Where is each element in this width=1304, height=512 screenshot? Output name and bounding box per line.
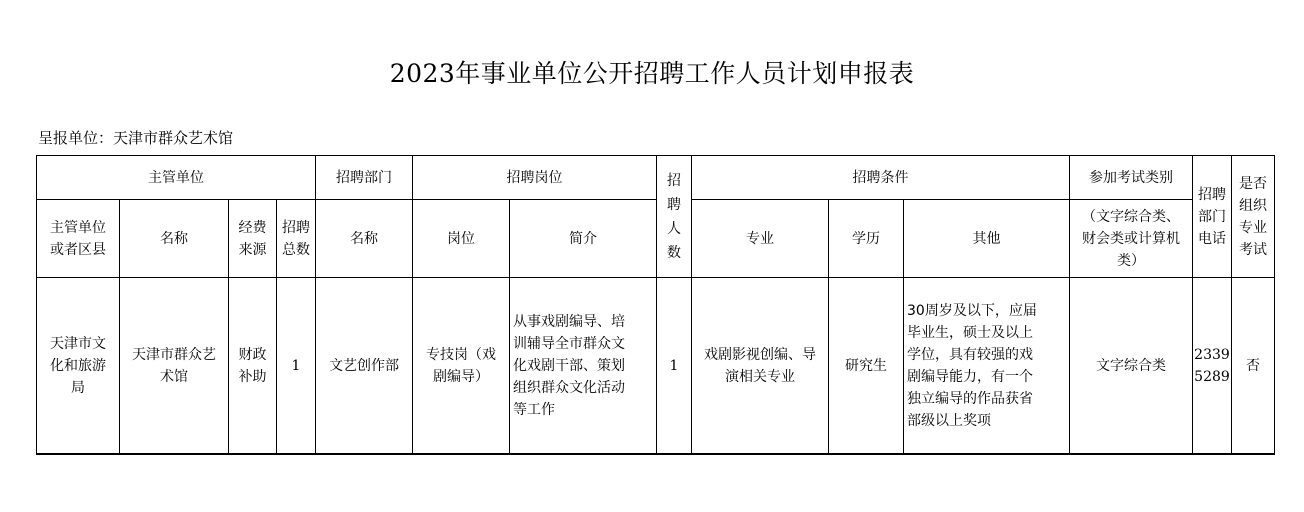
cell-exam-type [1070, 278, 1193, 455]
cell-phone [1193, 278, 1232, 455]
subheader-district-label: 主管单位 或者区县 [50, 219, 106, 258]
cell-other-value: 30周岁及以下，应届 毕业生，硕士及以上 学位，具有较强的戏 剧编导能力，有一个 独立编导的作品获省 部级以上奖项 [907, 302, 1037, 429]
cell-name [120, 278, 229, 455]
subheader-major [692, 200, 829, 278]
subheader-district [37, 200, 120, 278]
subheader-other [904, 200, 1070, 278]
cell-intro-value: 从事戏剧编导、培 训辅导全市群众文 化戏剧干部、策划 组织群众文化活动 等工作 [513, 313, 625, 418]
cell-funding [229, 278, 277, 455]
subheader-major-label: 专业 [746, 230, 774, 247]
cell-education [829, 278, 904, 455]
header-exam-type-label: 参加考试类别 [1089, 169, 1173, 186]
cell-dept-name-value: 文艺创作部 [329, 357, 399, 374]
subheader-education-label: 学历 [852, 230, 880, 247]
header-count-label: 招 聘 人 数 [667, 172, 681, 261]
header-dept [316, 156, 413, 200]
header-conditions [692, 156, 1070, 200]
header-dept-label: 招聘部门 [336, 169, 392, 186]
subheader-other-label: 其他 [972, 230, 1001, 247]
cell-dept-name [316, 278, 413, 455]
cell-post [413, 278, 510, 455]
header-professional-exam-label: 是否 组织 专业 考试 [1239, 175, 1267, 258]
cell-post-value: 专技岗（戏 剧编导） [426, 346, 496, 385]
subheader-name-label: 名称 [160, 230, 188, 247]
header-count [657, 156, 692, 278]
cell-major [692, 278, 829, 455]
header-supervisor-label: 主管单位 [148, 169, 204, 186]
subheader-post-label: 岗位 [447, 230, 475, 247]
header-phone [1193, 156, 1232, 278]
cell-other [904, 278, 1070, 455]
form-title: 2023年事业单位公开招聘工作人员计划申报表 [389, 59, 915, 88]
subheader-intro [510, 200, 657, 278]
table-group-header-row [37, 156, 1275, 200]
subheader-name [120, 200, 229, 278]
header-professional-exam [1232, 156, 1275, 278]
cell-district-value: 天津市文 化和旅游 局 [50, 335, 106, 396]
cell-total-value: 1 [291, 357, 301, 374]
cell-professional-exam-value: 否 [1246, 357, 1260, 374]
header-exam-type [1070, 156, 1193, 200]
subheader-exam-note [1070, 200, 1193, 278]
subheader-funding-label: 经费 来源 [238, 219, 267, 258]
cell-count [657, 278, 692, 455]
table-row [37, 278, 1275, 455]
cell-funding-value: 财政 补助 [238, 346, 267, 385]
subheader-education [829, 200, 904, 278]
cell-name-value: 天津市群众艺 术馆 [132, 346, 216, 385]
subheader-dept-name-label: 名称 [350, 230, 378, 247]
header-conditions-label: 招聘条件 [852, 169, 909, 186]
cell-phone-value: 2339 5289 [1194, 346, 1230, 385]
subheader-total [277, 200, 316, 278]
submitting-unit: 呈报单位：天津市群众艺术馆 [38, 129, 234, 147]
subheader-total-label: 招聘 总数 [282, 219, 310, 258]
cell-exam-type-value: 文字综合类 [1096, 357, 1166, 374]
header-post-label: 招聘岗位 [506, 169, 563, 186]
cell-education-value: 研究生 [845, 357, 887, 374]
header-post [413, 156, 657, 200]
header-supervisor [37, 156, 316, 200]
cell-district [37, 278, 120, 455]
cell-intro [510, 278, 657, 455]
cell-professional-exam [1232, 278, 1275, 455]
cell-major-value: 戏剧影视创编、导 演相关专业 [704, 346, 816, 385]
table-sub-header-row [37, 200, 1275, 278]
subheader-exam-note-label: （文字综合类、 财会类或计算机 类） [1082, 208, 1180, 269]
recruitment-plan-table [36, 155, 1275, 455]
subheader-dept-name [316, 200, 413, 278]
subheader-post [413, 200, 510, 278]
subheader-funding [229, 200, 277, 278]
header-phone-label: 招聘 部门 电话 [1198, 186, 1226, 247]
subheader-intro-label: 简介 [569, 230, 597, 247]
cell-total [277, 278, 316, 455]
cell-count-value: 1 [669, 357, 679, 374]
